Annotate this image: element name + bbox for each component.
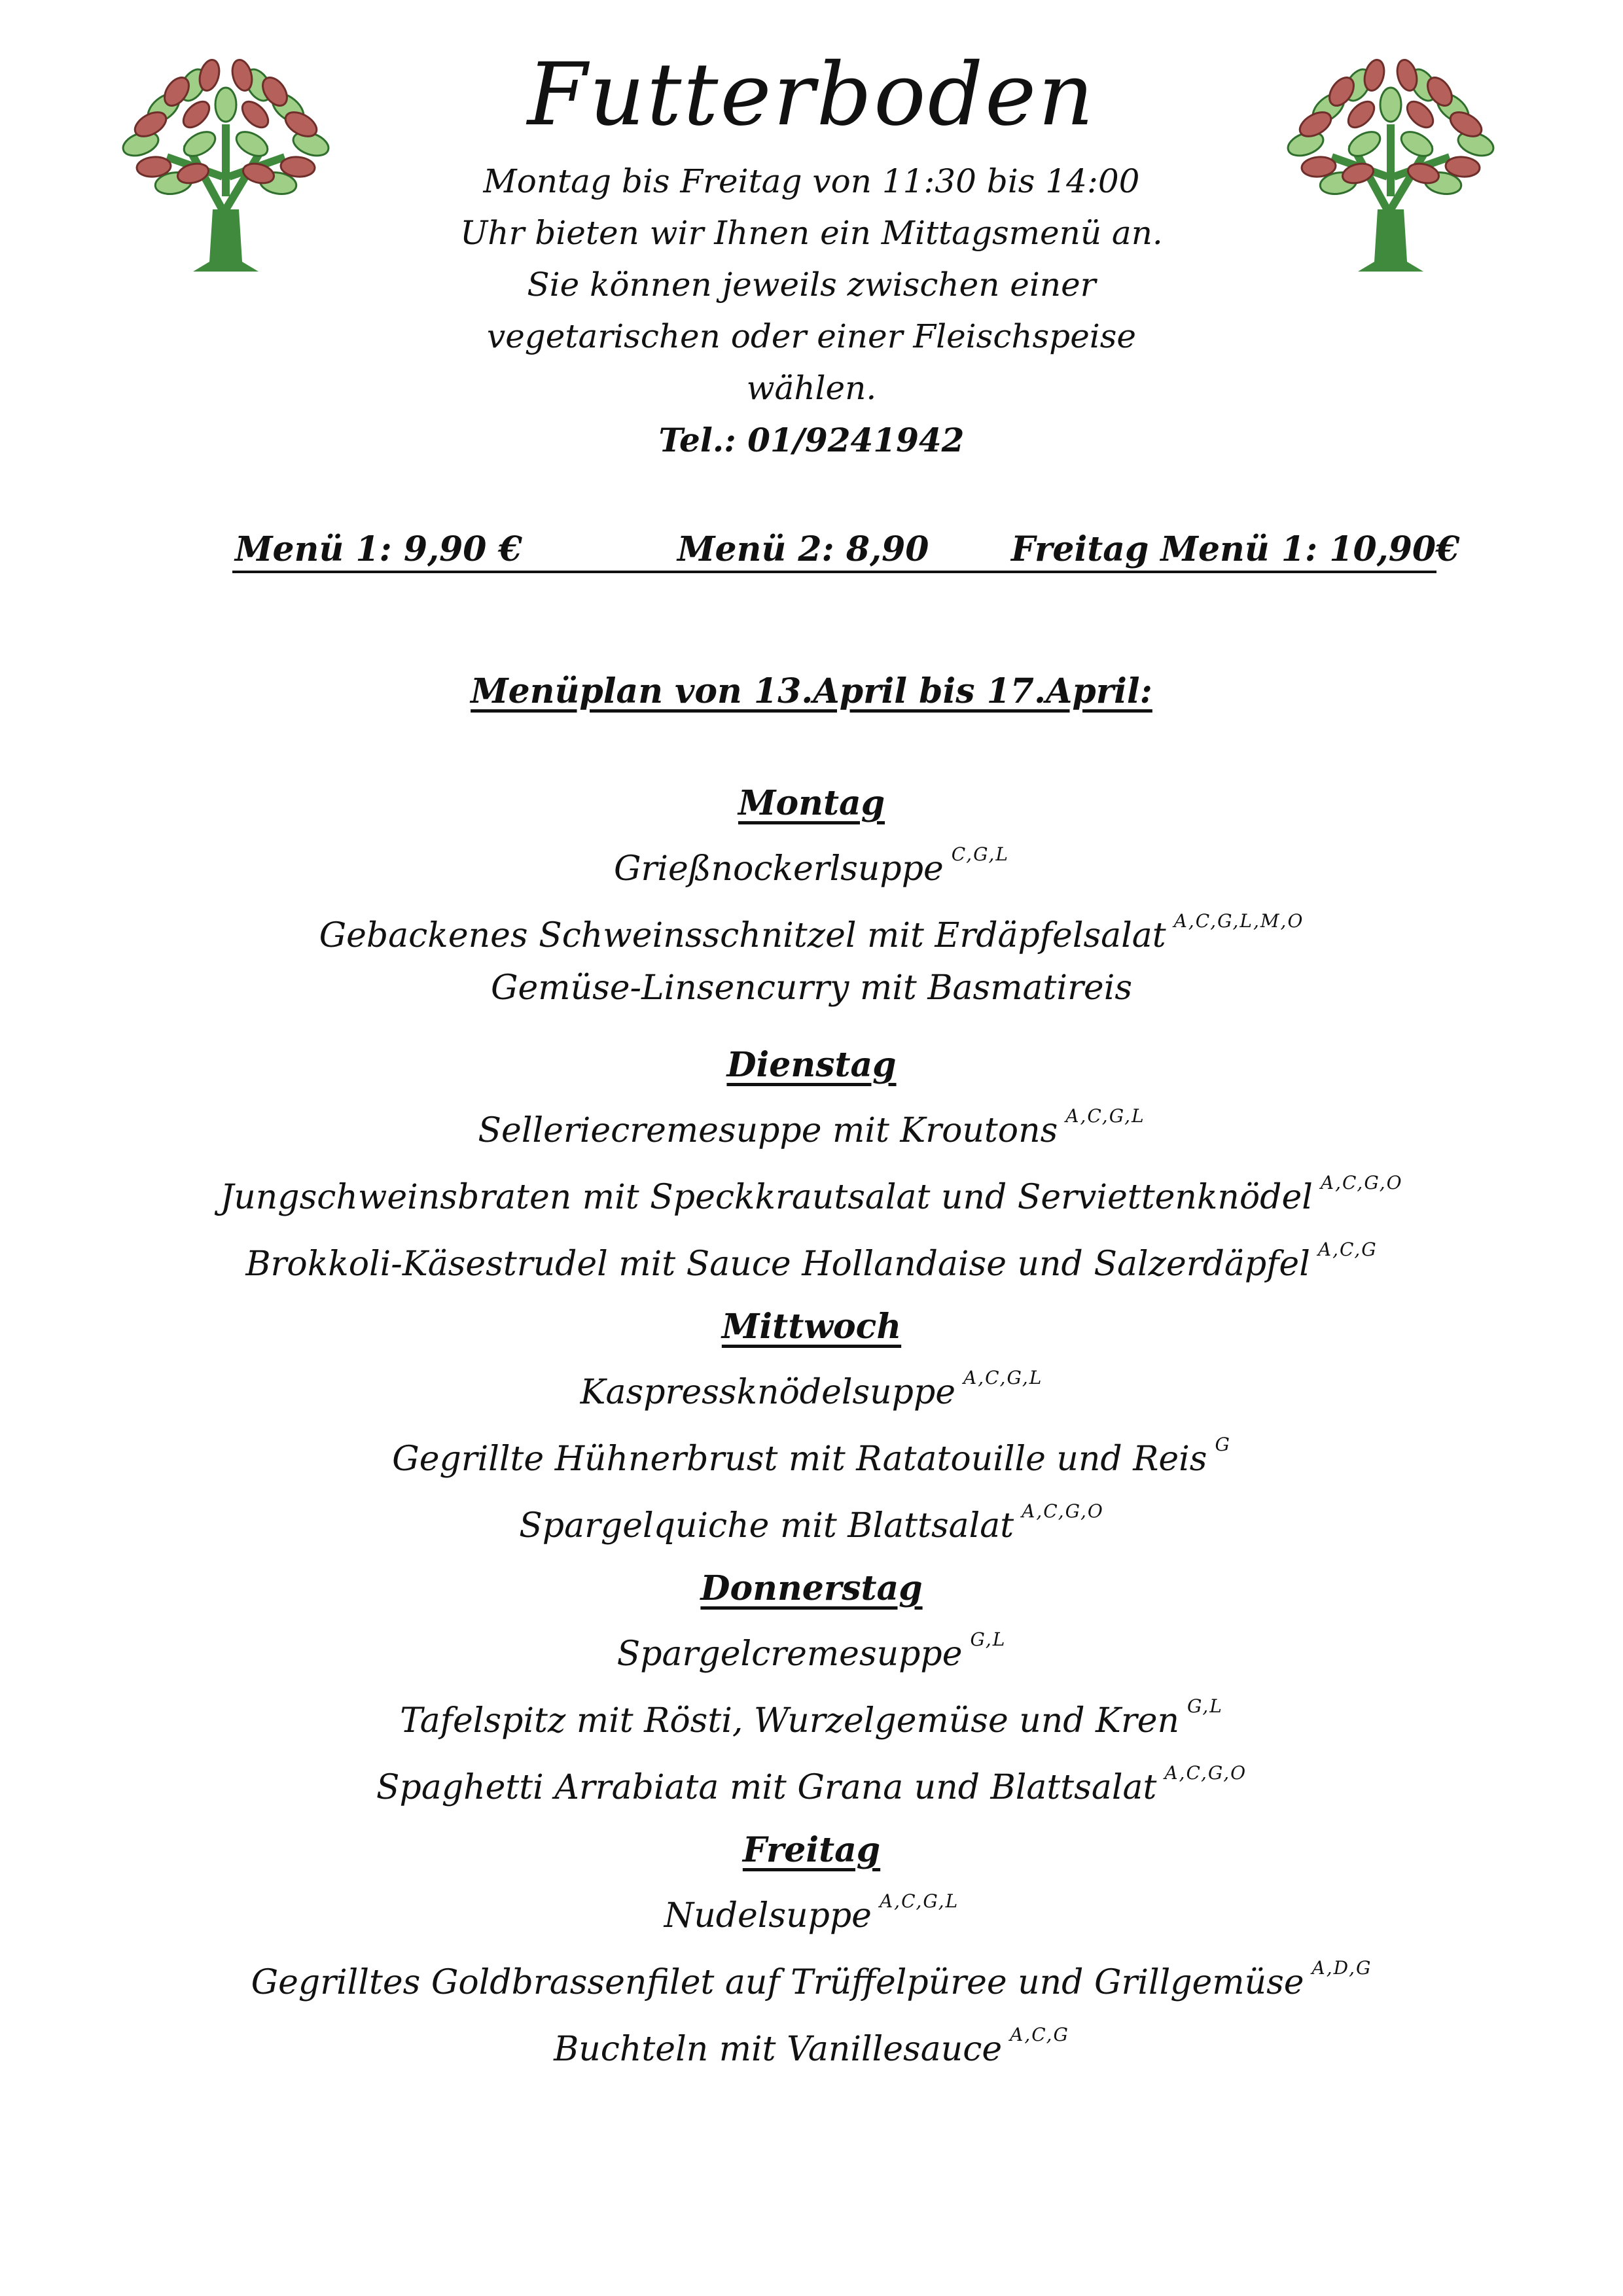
intro-line: Sie können jeweils zwischen einer	[527, 266, 1096, 304]
dish-name: Spargelquiche mit Blattsalat	[519, 1506, 1014, 1545]
dish-name: Spaghetti Arrabiata mit Grana und Blattsalat	[376, 1768, 1157, 1807]
allergen-codes: A,C,G	[1317, 1239, 1378, 1260]
dish-name: Nudelsuppe	[664, 1896, 872, 1935]
dish-name: Brokkoli-Käsestrudel mit Sauce Hollandaise und Salzerdäpfel	[245, 1245, 1310, 1284]
day-heading: Dienstag	[726, 1045, 897, 1085]
intro-line: wählen.	[746, 369, 877, 407]
dish-name: Jungschweinsbraten mit Speckkrautsalat und Serviettenknödel	[220, 1178, 1313, 1217]
allergen-codes: G,L	[1187, 1695, 1223, 1717]
dish-name: Grießnockerlsuppe	[614, 849, 944, 889]
day-heading: Montag	[738, 783, 885, 823]
dish-item	[0, 1875, 1623, 1942]
dish-item	[0, 1942, 1623, 2009]
dish-item	[0, 962, 1623, 1014]
dish-item	[0, 2009, 1623, 2075]
intro-line: vegetarischen oder einer Fleischspeise	[486, 317, 1137, 355]
price-friday-menu-1: Freitag Menü 1: 10,90€	[1011, 529, 1460, 569]
day-heading: Mittwoch	[721, 1307, 902, 1347]
dish-name: Selleriecremesuppe mit Kroutons	[478, 1111, 1058, 1150]
dish-item	[0, 1352, 1623, 1419]
dish-item	[0, 1747, 1623, 1814]
price-menu-2: Menü 2: 8,90	[677, 529, 929, 569]
dish-name: Kaspressknödelsuppe	[580, 1373, 956, 1412]
price-underline	[232, 571, 1436, 573]
allergen-codes: A,C,G	[1010, 2024, 1069, 2045]
dish-item	[0, 1224, 1623, 1290]
phone-number: Tel.: 01/9241942	[658, 421, 965, 459]
day-heading: Freitag	[742, 1830, 881, 1870]
dish-item	[0, 1485, 1623, 1552]
dish-item	[0, 1680, 1623, 1747]
intro-text	[419, 156, 1204, 466]
allergen-codes: A,D,G	[1311, 1957, 1372, 1979]
dish-item	[0, 895, 1623, 962]
day-section-freitag	[0, 1826, 1623, 2075]
dish-item	[0, 1090, 1623, 1157]
allergen-codes: G	[1215, 1434, 1231, 1455]
dish-item	[0, 828, 1623, 895]
price-bar	[232, 529, 1460, 574]
menu-plan-title: Menüplan von 13.April bis 17.April:	[471, 671, 1152, 711]
allergen-codes: A,C,G,L	[1065, 1105, 1145, 1127]
allergen-codes: G,L	[970, 1629, 1007, 1650]
allergen-codes: A,C,G,L	[963, 1367, 1043, 1388]
dish-name: Tafelspitz mit Rösti, Wurzelgemüse und Kren	[400, 1701, 1180, 1740]
dish-name: Gegrilltes Goldbrassenfilet auf Trüffelpüree und Grillgemüse	[251, 1963, 1304, 2002]
allergen-codes: A,C,G,L,M,O	[1173, 910, 1304, 932]
day-section-mittwoch	[0, 1302, 1623, 1552]
intro-line: Uhr bieten wir Ihnen ein Mittagsmenü an.	[460, 214, 1163, 252]
dish-name: Gemüse-Linsencurry mit Basmatireis	[490, 968, 1133, 1008]
allergen-codes: C,G,L	[951, 843, 1009, 865]
day-section-dienstag	[0, 1040, 1623, 1290]
allergen-codes: A,C,G,L	[879, 1890, 959, 1912]
dish-name: Buchteln mit Vanillesauce	[554, 2030, 1003, 2069]
dish-name: Gegrillte Hühnerbrust mit Ratatouille und Reis	[392, 1439, 1207, 1479]
dish-item	[0, 1157, 1623, 1224]
day-section-donnerstag	[0, 1564, 1623, 1814]
dish-name: Gebackenes Schweinsschnitzel mit Erdäpfelsalat	[319, 916, 1166, 955]
page-title: Futterboden	[527, 44, 1096, 145]
price-menu-1: Menü 1: 9,90 €	[235, 529, 522, 569]
allergen-codes: A,C,G,O	[1022, 1500, 1104, 1522]
day-heading: Donnerstag	[700, 1568, 923, 1608]
dish-name: Spargelcremesuppe	[616, 1634, 963, 1674]
allergen-codes: A,C,G,O	[1320, 1172, 1403, 1193]
day-section-montag	[0, 779, 1623, 1014]
intro-line: Montag bis Freitag von 11:30 bis 14:00	[483, 162, 1140, 200]
dish-item	[0, 1419, 1623, 1485]
allergen-codes: A,C,G,O	[1164, 1762, 1247, 1784]
dish-item	[0, 1614, 1623, 1680]
